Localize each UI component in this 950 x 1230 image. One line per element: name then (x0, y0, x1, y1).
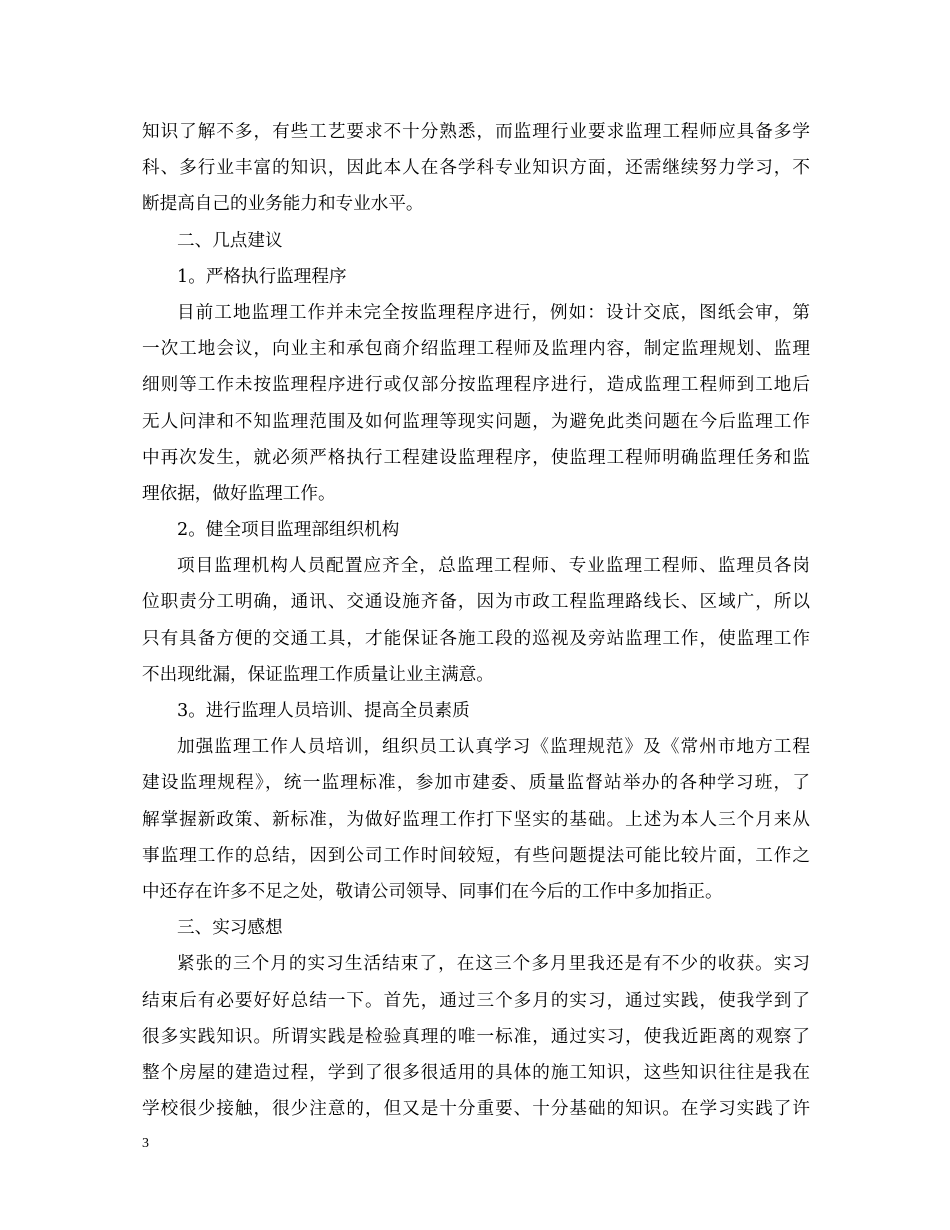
text-line: 建设监理规程》，统一监理标准，参加市建委、质量监督站举办的各种学习班，了 (142, 773, 810, 794)
text-line: 3。进行监理人员培训、提高全员素质 (177, 701, 470, 721)
text-line: 三、实习感想 (177, 918, 283, 939)
text-line: 项目监理机构人员配置应齐全，总监理工程师、专业监理工程师、监理员各岗 (177, 556, 810, 577)
text-line: 位职责分工明确，通讯、交通设施齐备，因为市政工程监理路线长、区域广，所以 (142, 592, 810, 613)
page-number: 3 (142, 1136, 149, 1151)
text-line: 结束后有必要好好总结一下。首先，通过三个多月的实习，通过实践，使我学到了 (142, 990, 810, 1011)
text-line: 事监理工作的总结，因到公司工作时间较短，有些问题提法可能比较片面，工作之 (142, 845, 810, 866)
text-line: 1。严格执行监理程序 (177, 266, 347, 287)
text-line: 科、多行业丰富的知识，因此本人在各学科专业知识方面，还需继续努力学习，不 (142, 158, 810, 179)
text-line: 细则等工作未按监理程序进行或仅部分按监理程序进行，造成监理工程师到工地后 (142, 375, 810, 396)
text-line: 2。健全项目监理部组织机构 (177, 520, 400, 541)
text-line: 中再次发生，就必须严格执行工程建设监理程序，使监理工程师明确监理任务和监 (142, 447, 810, 468)
text-line: 只有具备方便的交通工具，才能保证各施工段的巡视及旁站监理工作，使监理工作 (142, 628, 810, 649)
text-line: 目前工地监理工作并未完全按监理程序进行，例如：设计交底，图纸会审，第 (177, 302, 810, 323)
document-body (142, 114, 810, 1127)
text-line: 学校很少接触，很少注意的，但又是十分重要、十分基础的知识。在学习实践了许 (142, 1099, 810, 1120)
text-line: 解掌握新政策、新标准，为做好监理工作打下坚实的基础。上述为本人三个月来从 (142, 809, 810, 830)
text-line: 中还存在许多不足之处，敬请公司领导、同事们在今后的工作中多加指正。 (142, 881, 723, 902)
text-line: 理依据，做好监理工作。 (142, 483, 336, 504)
text-line: 加强监理工作人员培训，组织员工认真学习《监理规范》及《常州市地方工程 (177, 737, 810, 758)
text-line: 无人问津和不知监理范围及如何监理等现实问题，为避免此类问题在今后监理工作 (142, 411, 810, 432)
text-line: 很多实践知识。所谓实践是检验真理的唯一标准，通过实习，使我近距离的观察了 (142, 1026, 810, 1047)
text-line: 断提高自己的业务能力和专业水平。 (142, 194, 424, 215)
text-line: 紧张的三个月的实习生活结束了，在这三个多月里我还是有不少的收获。实习 (177, 954, 810, 975)
text-line: 二、几点建议 (177, 230, 283, 251)
text-line: 整个房屋的建造过程，学到了很多很适用的具体的施工知识，这些知识往往是我在 (142, 1062, 810, 1083)
text-line: 不出现纰漏，保证监理工作质量让业主满意。 (142, 664, 494, 685)
text-line: 一次工地会议，向业主和承包商介绍监理工程师及监理内容，制定监理规划、监理 (142, 339, 810, 360)
text-line: 知识了解不多，有些工艺要求不十分熟悉，而监理行业要求监理工程师应具备多学 (142, 122, 810, 142)
